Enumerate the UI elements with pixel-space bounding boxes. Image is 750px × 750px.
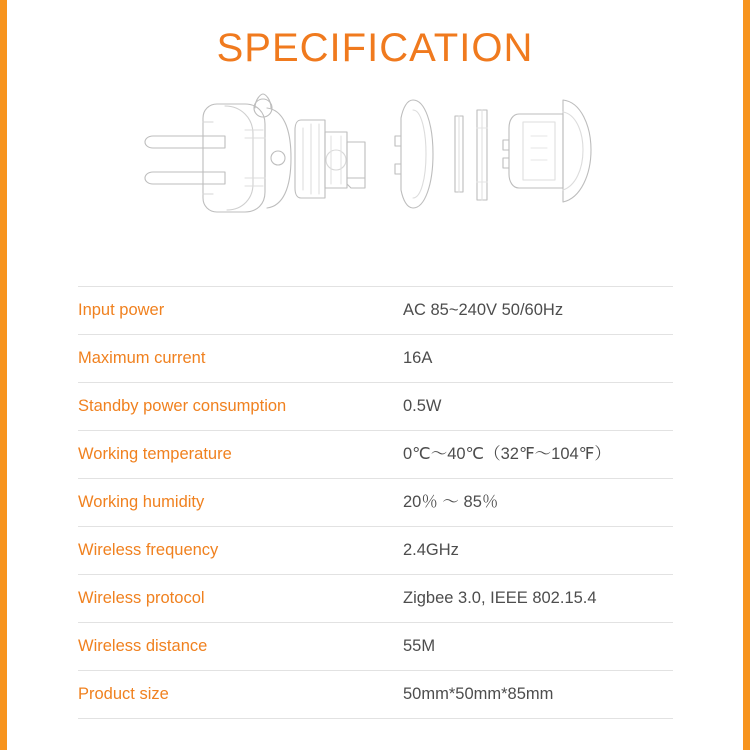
spec-value: AC 85~240V 50/60Hz <box>403 287 673 335</box>
spec-label: Working humidity <box>78 479 403 527</box>
spec-label: Wireless frequency <box>78 527 403 575</box>
table-row <box>78 287 673 335</box>
plug-body-assembled <box>145 94 291 212</box>
table-row <box>78 383 673 431</box>
spec-value: Zigbee 3.0, IEEE 802.15.4 <box>403 575 673 623</box>
spec-label: Working temperature <box>78 431 403 479</box>
spec-label: Standby power consumption <box>78 383 403 431</box>
specification-table-body <box>78 287 673 719</box>
table-row <box>78 479 673 527</box>
table-row <box>78 335 673 383</box>
spec-value: 55M <box>403 623 673 671</box>
spec-label: Maximum current <box>78 335 403 383</box>
table-row <box>78 575 673 623</box>
spec-value: 0.5W <box>403 383 673 431</box>
rear-shell-part <box>503 100 591 202</box>
spec-label: Wireless protocol <box>78 575 403 623</box>
inner-housing-parts <box>295 120 365 198</box>
specification-table <box>78 286 673 719</box>
spec-value: 16A <box>403 335 673 383</box>
spec-value: 50mm*50mm*85mm <box>403 671 673 719</box>
spec-label: Product size <box>78 671 403 719</box>
spec-label: Wireless distance <box>78 623 403 671</box>
spec-value: 20％ ～ 85％ <box>403 479 673 527</box>
table-row <box>78 623 673 671</box>
spec-value: 0℃～40℃（32℉～104℉） <box>403 431 673 479</box>
table-row <box>78 671 673 719</box>
contact-blades <box>455 110 487 200</box>
table-row <box>78 431 673 479</box>
faceplate-part <box>395 100 433 208</box>
spec-value: 2.4GHz <box>403 527 673 575</box>
table-row <box>78 527 673 575</box>
product-exploded-view-image <box>0 86 750 251</box>
spec-label: Input power <box>78 287 403 335</box>
page-title: SPECIFICATION <box>216 26 534 70</box>
